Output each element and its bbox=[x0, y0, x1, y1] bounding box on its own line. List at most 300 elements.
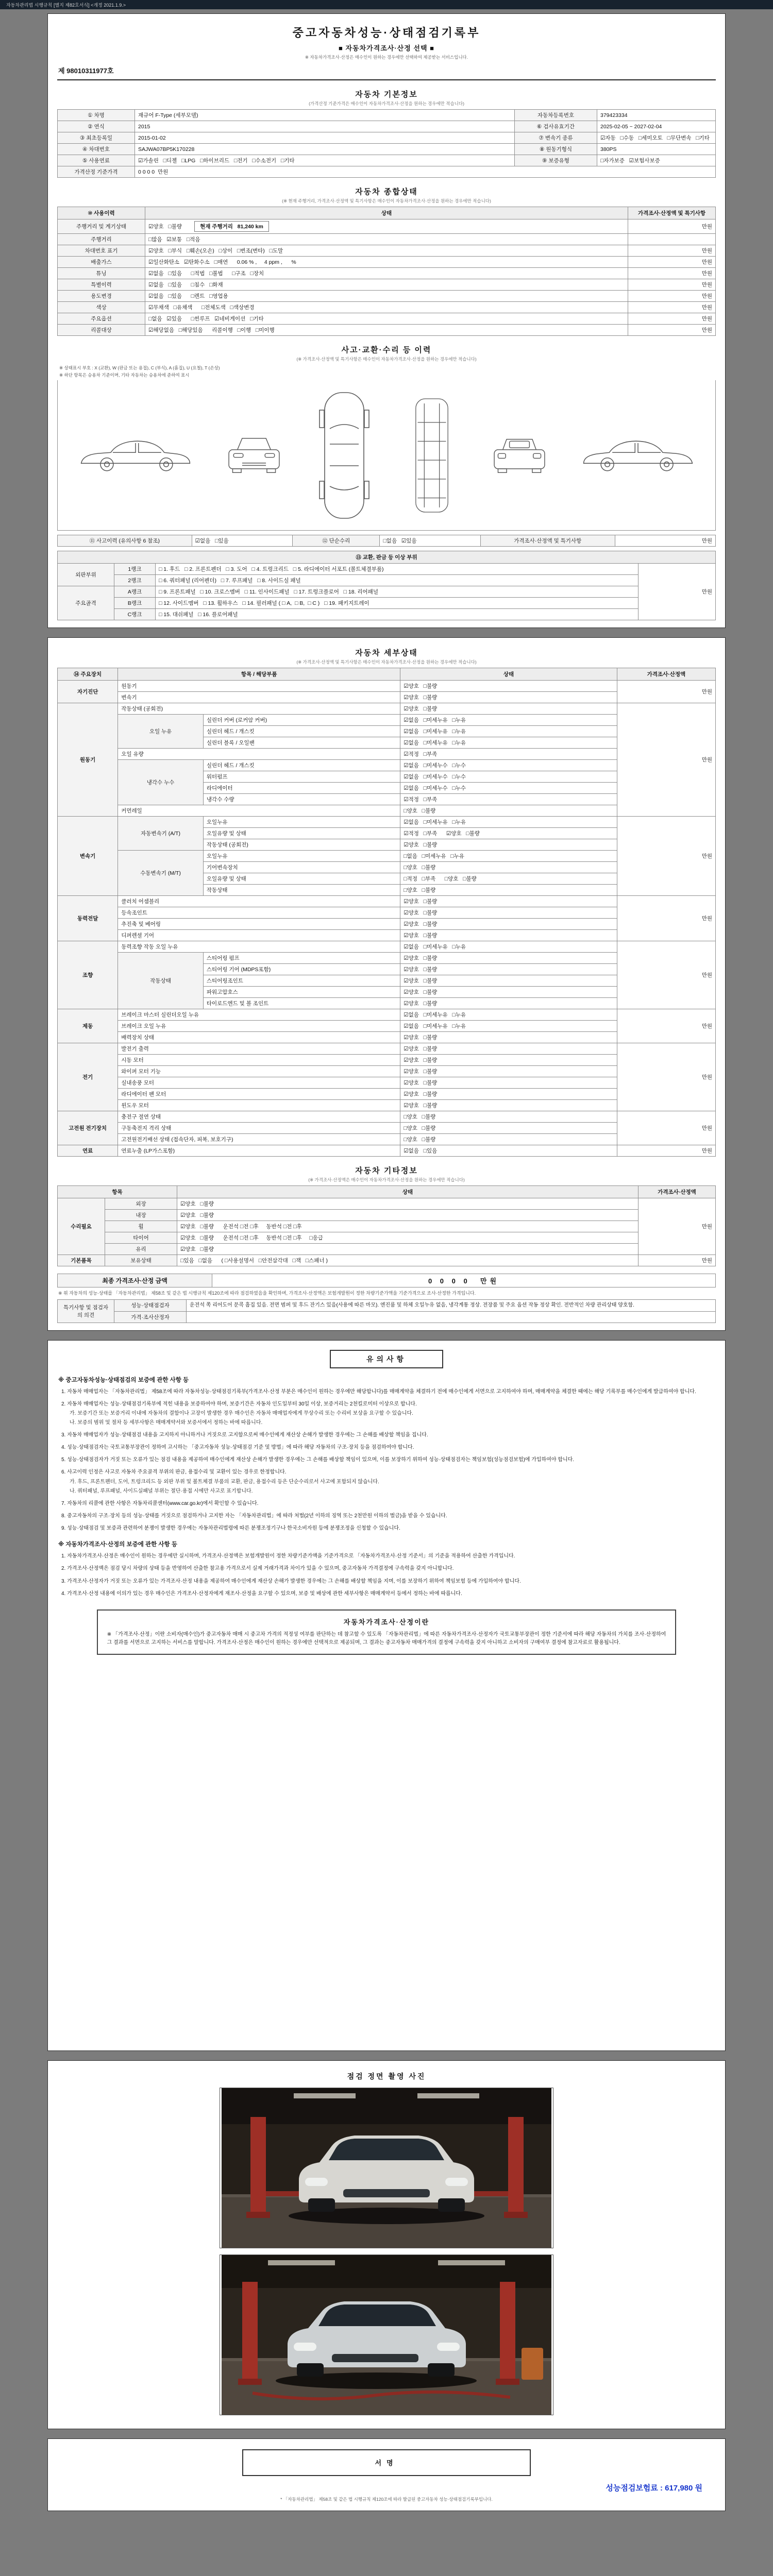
state-cell: ☑없음 □미세누수 □누수 bbox=[400, 760, 617, 771]
final-price-label: 최종 가격조사·산정 금액 bbox=[58, 1274, 212, 1287]
device-cell: 변속기 bbox=[58, 817, 118, 896]
page-photos bbox=[47, 2060, 726, 2429]
item-cell: 주요옵션 bbox=[58, 313, 145, 325]
item-cell: 보유상태 bbox=[105, 1255, 177, 1266]
transmission-label: ⑦ 변속기 종류 bbox=[515, 132, 597, 144]
base-price-value: 0 0 0 0 만원 bbox=[135, 166, 716, 178]
exchange-parts-header: ⑬ 교환, 판금 등 이상 부위 bbox=[58, 551, 716, 564]
car-front-view-diagram bbox=[223, 430, 285, 481]
item-cell: 원동기 bbox=[118, 681, 400, 692]
item-cell: 오일유량 및 상태 bbox=[203, 828, 400, 839]
item-cell: 변속기 bbox=[118, 692, 400, 703]
device-state-row bbox=[58, 851, 716, 862]
simple-repair-label: ⑫ 단순수리 bbox=[293, 535, 380, 547]
notice-item: 4. 성능·상태점검자는 국토교통부장관이 정하여 고시하는 「중고자동차 성능·상태점검 기준 및 방법」에 따라 해당 자동차의 구조·장치 등을 점검하여야 합니다. bbox=[61, 1445, 414, 1451]
legend-line-2: ※ 하단 항목은 승용차 기준이며, 기타 자동차는 승용차에 준하여 표시 bbox=[59, 372, 190, 378]
parts-cell: □ 9. 프론트패널 □ 10. 크로스멤버 □ 11. 인사이드패널 □ 17. 트렁크플로어 □ 18. 리어패널 bbox=[156, 586, 638, 598]
state-cell: ☑양호 □불량 bbox=[400, 1043, 617, 1055]
inspection-photo-1 bbox=[220, 2088, 553, 2248]
item-cell: 스티어링조인트 bbox=[203, 975, 400, 987]
car-rear-view-diagram bbox=[489, 430, 550, 481]
item-cell: 연료누출 (LP가스포함) bbox=[118, 1145, 400, 1157]
state-cell: ☑양호 □불량 bbox=[400, 1077, 617, 1089]
notice-item: 8. 중고자동차의 구조·장치 등의 성능·상태를 거짓으로 점검하거나 고지한 자는 「자동차관리법」에 따라 처벌(2년 이하의 징역 또는 2천만원 이하의 벌금)을 받을 수 있습니다. bbox=[61, 1513, 447, 1519]
table-header-row bbox=[58, 668, 716, 681]
state-cell: ☑양호 □불량 bbox=[400, 907, 617, 919]
table-row bbox=[58, 110, 716, 121]
notice-sub-item: 가. 후드, 프론트펜더, 도어, 트렁크리드 등 외판 부위 및 볼트체결 부품의 교환, 판금, 용접수리 등은 단순수리로서 사고에 포함되지 않습니다. bbox=[70, 1479, 379, 1485]
model-year-label: ② 연식 bbox=[58, 121, 135, 132]
item-cell: 주행거리 및 계기상태 bbox=[58, 219, 145, 234]
device-state-row bbox=[58, 930, 716, 941]
item-cell: 고전원전기배선 상태 (접속단자, 피복, 보호기구) bbox=[118, 1134, 400, 1145]
definition-text: ※ 「가격조사·산정」이란 소비자(매수인)가 중고자동차 매매 시 중고차 가격의 적정성 여부를 판단하는 데 참고할 수 있도록 「자동차관리법」에 따른 자동차가격조사·산정자가 국토교통부장관이 정한 기준서에 따라 해당 자동차의 가치를 조사·산정하여 그 결과를 서면으로 고지하는 서비스를 말합니다. 가격조사·산정은 매수인이 원하는 경우에만 선택적으로 제공되며, 그 결과는 중고자동차 매매가격의 결정에 구속력을 갖지 아니하고 소비자의 구매여부 결정에 참고자료로 활용됩니다. bbox=[107, 1631, 666, 1646]
device-cell: 연료 bbox=[58, 1145, 118, 1157]
usage-history-row bbox=[58, 291, 716, 302]
device-state-row bbox=[58, 1111, 716, 1123]
price-survey-option-subtitle: ■ 자동차가격조사·산정 선택 ■ bbox=[338, 44, 434, 52]
device-state-row bbox=[58, 760, 716, 771]
item-cell: 스티어링 기어 (MDPS포함) bbox=[203, 964, 400, 975]
exchange-rank-row bbox=[58, 609, 716, 620]
state-cell: ☑없음 □있음 □적법 □불법 □구조 □장치 bbox=[145, 268, 628, 279]
state-cell: □양호 □불량 bbox=[400, 1111, 617, 1123]
item-cell: 튜닝 bbox=[58, 268, 145, 279]
item-cell: 실린더 헤드 / 개스킷 bbox=[203, 726, 400, 737]
device-cell: 자기진단 bbox=[58, 681, 118, 703]
device-state-row bbox=[58, 907, 716, 919]
warranty-type-value: □자가보증 ☑보험사보증 bbox=[597, 155, 716, 166]
car-top-view-diagram bbox=[313, 388, 375, 522]
price-cell: 만원 bbox=[628, 313, 716, 325]
detail-condition-table bbox=[57, 668, 716, 1157]
fuel-label: ⑤ 사용연료 bbox=[58, 155, 135, 166]
item-cell: 실내송풍 모터 bbox=[118, 1077, 400, 1089]
state-cell: □많음 ☑보통 □적음 bbox=[145, 234, 628, 245]
item-cell: 차대번호 표기 bbox=[58, 245, 145, 257]
signature-box: 서명 bbox=[242, 2449, 531, 2476]
detail-condition-subtitle: (※ 가격조사·산정액 및 특기사항은 매수인이 자동차가격조사·산정을 원하는 경우에만 적습니다) bbox=[296, 659, 477, 665]
device-cell: 고전원 전기장치 bbox=[58, 1111, 118, 1145]
item-cell: 충전구 절연 상태 bbox=[118, 1111, 400, 1123]
group-cell: 기본품목 bbox=[58, 1255, 105, 1266]
price-survey-notes-list bbox=[57, 1552, 716, 1598]
item-cell: 파워고압호스 bbox=[203, 987, 400, 998]
item-cell: 색상 bbox=[58, 302, 145, 313]
notice-item: 9. 성능·상태점검 및 보증과 관련하여 분쟁이 발생한 경우에는 자동차관리법령에 따른 분쟁조정기구나 한국소비자원 등에 분쟁조정을 신청할 수 있습니다. bbox=[61, 1526, 400, 1531]
basic-info-title: 자동차 기본정보 bbox=[355, 90, 418, 99]
inspection-photo-2 bbox=[220, 2255, 553, 2415]
detail-condition-title: 자동차 세부상태 bbox=[355, 649, 418, 657]
parts-cell: □ 1. 후드 □ 2. 프론트펜더 □ 3. 도어 □ 4. 트렁크리드 □ 5. 라디에이터 서포트 (볼트체결부품) bbox=[156, 564, 638, 575]
price-cell: 만원 bbox=[638, 1198, 716, 1255]
notices-title: 유의사항 bbox=[330, 1350, 443, 1368]
engine-type-label: ⑧ 원동기형식 bbox=[515, 144, 597, 155]
accident-summary-table bbox=[57, 535, 716, 547]
price-cell: 만원 bbox=[617, 1111, 715, 1145]
state-cell: ☑없음 □미세누유 □누유 bbox=[400, 1021, 617, 1032]
accident-history-title: 사고·교환·수리 등 이력 bbox=[341, 346, 432, 354]
item-cell: 스티어링 펌프 bbox=[203, 953, 400, 964]
state-cell: ☑없음 □미세누유 □누유 bbox=[400, 715, 617, 726]
item-cell: 오일누유 bbox=[203, 851, 400, 862]
other-info-row bbox=[58, 1255, 716, 1266]
device-state-row bbox=[58, 715, 716, 726]
device-state-row bbox=[58, 1009, 716, 1021]
car-name-label: ① 차명 bbox=[58, 110, 135, 121]
appraiser-label: 가격·조사산정자 bbox=[114, 1311, 187, 1323]
other-info-row bbox=[58, 1210, 716, 1221]
price-cell: 만원 bbox=[617, 941, 715, 1009]
device-state-row bbox=[58, 1066, 716, 1077]
table-row bbox=[58, 535, 716, 547]
state-cell: □있음 □없음 ( □사용설명서 □안전삼각대 □잭 □스패너 ) bbox=[177, 1255, 638, 1266]
state-cell: ☑적정 □부족 bbox=[400, 749, 617, 760]
item-cell: 배력장치 상태 bbox=[118, 1032, 400, 1043]
state-cell: ☑없음 □미세누수 □누수 bbox=[400, 783, 617, 794]
parts-cell: □ 15. 대쉬패널 □ 16. 플로어패널 bbox=[156, 609, 638, 620]
item-cell: 용도변경 bbox=[58, 291, 145, 302]
item-cell: 라디에이터 bbox=[203, 783, 400, 794]
item-cell: 클러치 어셈블리 bbox=[118, 896, 400, 907]
final-price-value: 0 0 0 0 만원 bbox=[212, 1274, 716, 1287]
state-cell: ☑양호 □불량 bbox=[400, 1089, 617, 1100]
car-name-value: 재규어 F-Type (세부모델) bbox=[135, 110, 515, 121]
fuel-value: ☑가솔린 □디젤 □LPG □하이브리드 □전기 □수소전기 □기타 bbox=[135, 155, 515, 166]
price-cell: 만원 bbox=[617, 1009, 715, 1043]
base-price-label: 가격산정 기준가격 bbox=[58, 166, 135, 178]
item-cell: 실린더 블록 / 오일팬 bbox=[203, 737, 400, 749]
warranty-type-label: ⑨ 보증유형 bbox=[515, 155, 597, 166]
notice-item: 1. 자동차 매매업자는 「자동차관리법」 제58조에 따라 자동차성능·상태점검기록부(가격조사·산정 부분은 매수인이 원하는 경우에만 해당합니다)를 매매계약을 체결하기 전에 매수인에게 서면으로 고지하여야 하며, 매매계약을 체결한 때에는 해당 기록부를 매수인에게 발급하여야 합니다. bbox=[61, 1388, 696, 1395]
device-state-row bbox=[58, 1100, 716, 1111]
state-cell: ☑양호 □부식 □훼손(오손) □상이 □변조(변타) □도말 bbox=[145, 245, 628, 257]
car-left-side-view-diagram bbox=[76, 431, 195, 480]
rank-cell: B랭크 bbox=[114, 598, 156, 609]
device-state-row bbox=[58, 953, 716, 964]
state-cell: ☑없음 □미세누유 □누유 bbox=[400, 817, 617, 828]
appraiser-opinion-text bbox=[187, 1311, 716, 1323]
table-header-row bbox=[58, 551, 716, 564]
price-cell: 만원 bbox=[617, 1043, 715, 1111]
usage-history-row bbox=[58, 234, 716, 245]
price-cell: 만원 bbox=[628, 245, 716, 257]
page-detail-condition bbox=[47, 637, 726, 1331]
device-state-row bbox=[58, 692, 716, 703]
table-row bbox=[58, 1300, 716, 1312]
price-cell: 만원 bbox=[638, 564, 716, 620]
car-underbody-frame-diagram bbox=[404, 391, 460, 520]
state-cell: ☑양호 □불량 bbox=[400, 919, 617, 930]
device-state-row bbox=[58, 941, 716, 953]
item-cell: 작동상태 bbox=[203, 885, 400, 896]
item-cell: 오일누유 bbox=[203, 817, 400, 828]
state-cell: ☑무채색 □유채색 □전체도색 □색상변경 bbox=[145, 302, 628, 313]
device-state-row bbox=[58, 1043, 716, 1055]
state-cell: ☑양호 □불량 bbox=[400, 930, 617, 941]
device-state-row bbox=[58, 1089, 716, 1100]
state-cell: ☑양호 □불량 bbox=[400, 1100, 617, 1111]
price-cell: 만원 bbox=[617, 1145, 715, 1157]
accident-history-label: ⑪ 사고이력 (유의사항 6 참조) bbox=[58, 535, 192, 547]
device-header: ⑭ 주요장치 bbox=[58, 668, 118, 681]
price-cell: 만원 bbox=[617, 681, 715, 703]
opinion-header: 특기사항 및 점검자의 의견 bbox=[58, 1300, 114, 1323]
car-damage-diagrams bbox=[57, 380, 716, 531]
price-cell: 만원 bbox=[628, 257, 716, 268]
device-cell: 원동기 bbox=[58, 703, 118, 817]
overall-condition-title: 자동차 종합상태 bbox=[355, 188, 418, 196]
item-cell: 동력조향 작동 오일 누유 bbox=[118, 941, 400, 953]
reg-no-value: 379423334 bbox=[597, 110, 716, 121]
model-year-value: 2015 bbox=[135, 121, 515, 132]
state-cell: □없음 □미세누유 □누유 bbox=[400, 851, 617, 862]
item-cell: 브레이크 오일 누유 bbox=[118, 1021, 400, 1032]
item-cell: 타이로드엔드 및 볼 조인트 bbox=[203, 998, 400, 1009]
item-cell: 배출가스 bbox=[58, 257, 145, 268]
device-state-row bbox=[58, 703, 716, 715]
item-cell: 구동축전지 격리 상태 bbox=[118, 1123, 400, 1134]
table-row bbox=[58, 155, 716, 166]
notice-sub-item: 가. 보증기간 또는 보증거리 이내에 자동차의 결함이나 고장이 발생한 경우 매수인은 자동차 매매업자에게 무상수리 또는 수리비 보상을 요구할 수 있습니다. bbox=[70, 1410, 413, 1416]
state-cell: ☑양호 □불량 bbox=[400, 1032, 617, 1043]
state-cell: ☑없음 □미세누유 □누유 bbox=[400, 737, 617, 749]
notice-item: 6. 사고이력 인정은 사고로 자동차 주요골격 부위의 판금, 용접수리 및 교환이 있는 경우로 한정합니다. 가. 후드, 프론트펜더, 도어, 트렁크리드 등 외판 부위 및 볼트체결 부품의 교환, 판금, 용접수리 등은 단순수리로서 사고에 포함되지 않습니다. 나. 쿼터패널, 루프패널, 사이드실패널 부위는 절단·용접 시에만 사고로 표기합니다. bbox=[61, 1468, 712, 1495]
state-cell: ☑양호 □불량 bbox=[400, 998, 617, 1009]
device-cell: 조향 bbox=[58, 941, 118, 1009]
document-sheet bbox=[47, 13, 726, 2511]
state-cell: ☑없음 □있음 □침수 □화재 bbox=[145, 279, 628, 291]
state-cell: ☑없음 □미세누유 □누유 bbox=[400, 1009, 617, 1021]
device-state-row bbox=[58, 805, 716, 817]
table-row bbox=[58, 132, 716, 144]
state-cell: ☑양호 □불량 bbox=[400, 987, 617, 998]
state-cell: □양호 □불량 bbox=[400, 1123, 617, 1134]
device-state-row bbox=[58, 1055, 716, 1066]
item-cell: 등속조인트 bbox=[118, 907, 400, 919]
state-cell: ☑없음 □미세누수 □누수 bbox=[400, 771, 617, 783]
price-cell: 만원 bbox=[628, 302, 716, 313]
vin-value: SAJWA07BP5K170228 bbox=[135, 144, 515, 155]
state-cell: ☑양호 □불량 bbox=[400, 839, 617, 851]
notice-sub-item: 나. 쿼터패널, 루프패널, 사이드실패널 부위는 절단·용접 시에만 사고로 표기합니다. bbox=[70, 1488, 253, 1494]
item-cell: 디퍼렌셜 기어 bbox=[118, 930, 400, 941]
price-survey-notes-title: ※ 자동차가격조사·산정의 보증에 관한 사항 등 bbox=[58, 1541, 177, 1548]
usage-history-row bbox=[58, 245, 716, 257]
group-cell: 수리필요 bbox=[58, 1198, 105, 1255]
basic-info-subtitle: (가격산정 기준가격은 매수인이 자동차가격조사·산정을 원하는 경우에만 적습니다) bbox=[309, 101, 464, 106]
notice-item: 2. 가격조사·산정액은 점검 당시 차량의 상태 등을 반영하여 산출한 참고용 가격으로서 실제 거래가격과 차이가 있을 수 있으며, 중고자동차 가격결정에 구속력을 갖지 아니합니다. bbox=[61, 1566, 454, 1572]
overall-condition-subtitle: (※ 현재 주행거리, 가격조사·산정액 및 특기사항은 매수인이 자동차가격조사·산정을 원하는 경우에만 적습니다) bbox=[282, 198, 491, 204]
device-state-row bbox=[58, 896, 716, 907]
form-code-bar bbox=[0, 0, 773, 9]
state-cell: ☑해당없음 □해당있음 리콜이행 □이행 □미이행 bbox=[145, 325, 628, 336]
definition-title: 자동차가격조사·산정이란 bbox=[343, 1618, 430, 1626]
item-cell: 유리 bbox=[105, 1244, 177, 1255]
state-cell: ☑양호 □불량 운전석 □전 □후 동반석 □전 □후 bbox=[177, 1221, 638, 1232]
item-cell: 내장 bbox=[105, 1210, 177, 1221]
overall-condition-table bbox=[57, 207, 716, 336]
item-cell: 와이퍼 모터 기능 bbox=[118, 1066, 400, 1077]
table-row bbox=[58, 121, 716, 132]
exchange-rank-row bbox=[58, 586, 716, 598]
rank-cell: C랭크 bbox=[114, 609, 156, 620]
notice-item: 1. 자동차가격조사·산정은 매수인이 원하는 경우에만 실시하며, 가격조사·산정액은 보험개발원이 정한 차량기준가액을 기준가격으로 「자동차가격조사·산정 기준서」의 기준을 적용하여 산출한 가격입니다. bbox=[61, 1553, 515, 1560]
item-cell: 기어변속장치 bbox=[203, 862, 400, 873]
state-cell: ☑양호 □불량 bbox=[400, 975, 617, 987]
usage-history-row bbox=[58, 325, 716, 336]
panel-group-cell: 주요골격 bbox=[58, 586, 114, 620]
accident-history-value: ☑없음 □있음 bbox=[192, 535, 292, 547]
parts-cell: □ 12. 사이드멤버 □ 13. 휠하우스 □ 14. 필러패널 ( □ A, □ B, □ C ) □ 19. 패키지트레이 bbox=[156, 598, 638, 609]
state-cell: ☑양호 □불량 bbox=[400, 896, 617, 907]
other-info-subtitle: (※ 가격조사·산정액은 매수인이 자동차가격조사·산정을 원하는 경우에만 적습니다) bbox=[308, 1177, 465, 1182]
item-cell: 브레이크 마스터 실린더오일 누유 bbox=[118, 1009, 400, 1021]
car-right-side-view-diagram bbox=[579, 431, 697, 480]
inspection-period-value: 2025-02-05 ~ 2027-02-04 bbox=[597, 121, 716, 132]
warranty-notes-title: ※ 중고자동차성능·상태점검의 보증에 관한 사항 등 bbox=[58, 1377, 189, 1383]
device-state-row bbox=[58, 817, 716, 828]
price-header: 가격조사·산정액 bbox=[638, 1186, 716, 1198]
usage-history-row bbox=[58, 257, 716, 268]
sub-group-cell: 작동상태 bbox=[118, 953, 204, 1009]
item-cell: 오일 유량 bbox=[118, 749, 400, 760]
state-cell: ☑일산화탄소 ☑탄화수소 □매연 0.06 % , 4 ppm , % bbox=[145, 257, 628, 268]
inspector-opinion-table bbox=[57, 1299, 716, 1323]
price-cell: 만원 bbox=[617, 896, 715, 941]
table-row bbox=[58, 1274, 716, 1287]
notice-sub-item: 나. 보증의 범위 및 절차 등 세부사항은 매매계약서와 보증서에서 정하는 바에 따릅니다. bbox=[70, 1419, 263, 1426]
exchange-rank-table bbox=[57, 551, 716, 620]
table-row bbox=[58, 166, 716, 178]
item-cell: 주행거리 bbox=[58, 234, 145, 245]
page-signature bbox=[47, 2438, 726, 2511]
legal-footnote: * 「자동차관리법」 제58조 및 같은 법 시행규칙 제120조에 따라 발급된 중고자동차 성능·상태점검기록부입니다. bbox=[280, 2496, 493, 2502]
price-header: 가격조사·산정액 및 특기사항 bbox=[628, 207, 716, 219]
usage-history-row bbox=[58, 219, 716, 234]
item-cell: 커먼레일 bbox=[118, 805, 400, 817]
other-info-row bbox=[58, 1244, 716, 1255]
item-cell: 작동상태 (공회전) bbox=[118, 703, 400, 715]
notice-item: 2. 자동차 매매업자는 성능·상태점검기록부에 적힌 내용을 보증하여야 하며, 보증기간은 자동차 인도일부터 30일 이상, 보증거리는 2천킬로미터 이상으로 합니다. 가. 보증기간 또는 보증거리 이내에 자동차의 결함이나 고장이 발생한 경우 매수인은 자동차 매매업자에게 무상수리 또는 수리비 보상을 요구할 수 있습니다. 나. 보증의 범위 및 절차 등 세부사항은 매매계약서와 보증서에서 정하는 바에 따릅니다. bbox=[61, 1400, 712, 1427]
other-info-title: 자동차 기타정보 bbox=[355, 1166, 418, 1175]
state-cell: ☑없음 □미세누유 □누유 bbox=[400, 941, 617, 953]
item-cell: 특별이력 bbox=[58, 279, 145, 291]
table-row bbox=[58, 144, 716, 155]
other-info-table bbox=[57, 1185, 716, 1266]
state-cell: ☑적정 □부족 ☑양호 □불량 bbox=[400, 828, 617, 839]
exchange-rank-row bbox=[58, 598, 716, 609]
state-cell: □양호 □불량 bbox=[400, 885, 617, 896]
form-code-text: 자동차관리법 시행규칙 [별지 제82호서식] <개정 2021.1.9.> bbox=[6, 2, 126, 8]
usage-history-row bbox=[58, 313, 716, 325]
other-info-row bbox=[58, 1198, 716, 1210]
item-cell: 윈도우 모터 bbox=[118, 1100, 400, 1111]
state-cell: ☑양호 □불량 현재 주행거리 81,240 km bbox=[145, 219, 628, 234]
state-cell: ☑양호 □불량 bbox=[400, 953, 617, 964]
item-cell: 타이어 bbox=[105, 1232, 177, 1244]
warranty-notes-list bbox=[57, 1388, 716, 1533]
accident-history-subtitle: (※ 가격조사·산정액 및 특기사항은 매수인이 자동차가격조사·산정을 원하는 경우에만 적습니다) bbox=[296, 357, 477, 362]
price-cell: 만원 bbox=[628, 219, 716, 234]
usage-history-header: ⑩ 사용이력 bbox=[58, 207, 145, 219]
item-cell: 실린더 헤드 / 개스킷 bbox=[203, 760, 400, 771]
header-note: ※ 자동차가격조사·산정은 매수인이 원하는 경우에만 선택하여 제공받는 서비스입니다. bbox=[305, 55, 468, 60]
table-header-row bbox=[58, 207, 716, 219]
item-cell: 워터펌프 bbox=[203, 771, 400, 783]
state-cell: □양호 □불량 bbox=[400, 1134, 617, 1145]
simple-repair-value: □없음 ☑있음 bbox=[380, 535, 480, 547]
price-cell bbox=[628, 234, 716, 245]
parts-cell: □ 6. 쿼터패널 (리어펜더) □ 7. 루프패널 □ 8. 사이드실 패널 bbox=[156, 575, 638, 586]
item-cell: 발전기 출력 bbox=[118, 1043, 400, 1055]
other-info-row bbox=[58, 1221, 716, 1232]
device-state-row bbox=[58, 1077, 716, 1089]
item-cell: 라디에이터 팬 모터 bbox=[118, 1089, 400, 1100]
transmission-value: ☑자동 □수동 □세미오토 □무단변속 □기타 bbox=[597, 132, 716, 144]
inspector-label: 성능·상태점검자 bbox=[114, 1300, 187, 1312]
device-cell: 제동 bbox=[58, 1009, 118, 1043]
notice-item: 4. 가격조사·산정 내용에 이의가 있는 경우 매수인은 가격조사·산정자에게 재조사·산정을 요구할 수 있으며, 보증 및 배상에 관한 세부사항은 매매계약서 등에서 정하는 바에 따릅니다. bbox=[61, 1590, 462, 1597]
state-cell: ☑없음 □있음 □렌트 □영업용 bbox=[145, 291, 628, 302]
state-header: 상태 bbox=[177, 1186, 638, 1198]
rank-cell: 1랭크 bbox=[114, 564, 156, 575]
state-cell: □적정 □부족 □양호 □불량 bbox=[400, 873, 617, 885]
notice-item: 7. 자동차의 리콜에 관한 사항은 자동차리콜센터(www.car.go.kr)에서 확인할 수 있습니다. bbox=[61, 1500, 259, 1506]
device-state-row bbox=[58, 1134, 716, 1145]
state-header: 상태 bbox=[145, 207, 628, 219]
item-cell: 냉각수 수량 bbox=[203, 794, 400, 805]
inspection-period-label: ⑥ 검사유효기간 bbox=[515, 121, 597, 132]
state-cell: ☑양호 □불량 bbox=[177, 1198, 638, 1210]
price-cell: 만원 bbox=[628, 291, 716, 302]
state-header: 상태 bbox=[400, 668, 617, 681]
price-header: 가격조사·산정액 bbox=[617, 668, 715, 681]
sub-group-cell: 수동변속기 (M/T) bbox=[118, 851, 204, 896]
device-cell: 전기 bbox=[58, 1043, 118, 1111]
document-number: 제 98010311977호 bbox=[57, 61, 716, 80]
state-cell: ☑양호 □불량 bbox=[400, 964, 617, 975]
other-info-row bbox=[58, 1232, 716, 1244]
inspection-insurance-fee: 성능점검보험료 : 617,980 원 bbox=[606, 2483, 702, 2493]
title-block bbox=[57, 21, 716, 61]
usage-history-row bbox=[58, 268, 716, 279]
device-state-row bbox=[58, 919, 716, 930]
document-title: 중고자동차성능·상태점검기록부 bbox=[292, 26, 481, 39]
reg-no-label: 자동차등록번호 bbox=[515, 110, 597, 121]
usage-history-row bbox=[58, 279, 716, 291]
item-cell: 추진축 및 베어링 bbox=[118, 919, 400, 930]
state-cell: ☑양호 □불량 운전석 □전 □후 동반석 □전 □후 □응급 bbox=[177, 1232, 638, 1244]
item-cell: 작동상태 (공회전) bbox=[203, 839, 400, 851]
engine-type-value: 380PS bbox=[597, 144, 716, 155]
device-state-row bbox=[58, 681, 716, 692]
state-cell: ☑양호 □불량 bbox=[400, 1055, 617, 1066]
legend-line-1: ※ 상태표시 부호 : X (교환), W (판금 또는 용접), C (부식), A (흠집), U (요철), T (손상) bbox=[59, 365, 220, 370]
final-price-table bbox=[57, 1274, 716, 1287]
exchange-rank-row bbox=[58, 564, 716, 575]
sub-group-cell: 냉각수 누수 bbox=[118, 760, 204, 805]
price-survey-definition-box bbox=[97, 1609, 677, 1655]
state-cell: □양호 □불량 bbox=[400, 862, 617, 873]
device-state-row bbox=[58, 1123, 716, 1134]
state-cell: ☑없음 □있음 bbox=[400, 1145, 617, 1157]
price-cell: 만원 bbox=[628, 279, 716, 291]
rank-cell: A랭크 bbox=[114, 586, 156, 598]
price-cell: 만원 bbox=[617, 817, 715, 896]
notice-item: 3. 가격조사·산정자가 거짓 또는 오류가 있는 가격조사·산정 내용을 제공하여 매수인에게 재산상 손해가 발생한 경우에는 그 손해를 배상할 책임을 지며, 이를 보장하기 위하여 책임보험 등에 가입하여야 합니다. bbox=[61, 1578, 521, 1584]
table-header-row bbox=[58, 1186, 716, 1198]
